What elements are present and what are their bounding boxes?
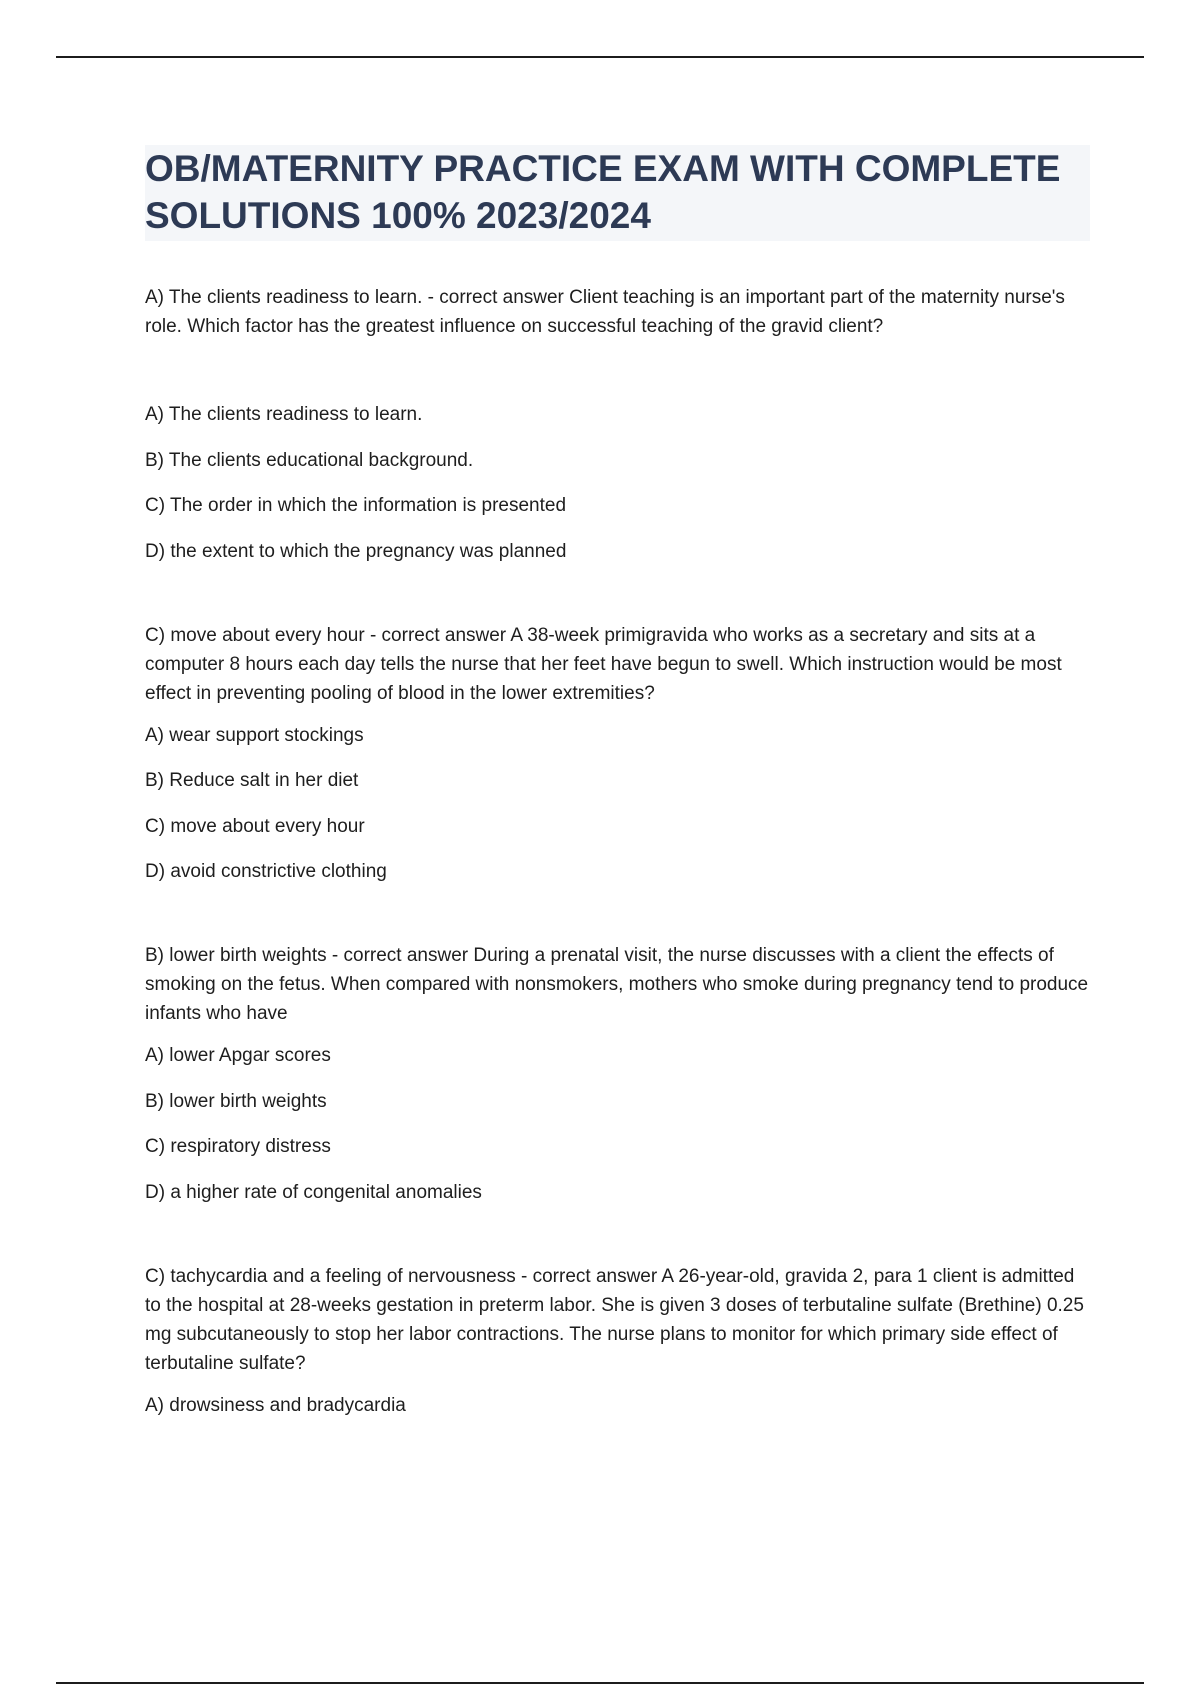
question-block-2 [145,621,1090,887]
question-text: C) move about every hour - correct answer A 38-week primigravida who works as a secretary and sits at a computer 8 hours each day tells the nurse that her feet have begun to swell. Which instruction would be most effect in preventing pooling of blood in the lower extremities? [145,624,1062,704]
question-text: C) tachycardia and a feeling of nervousness - correct answer A 26-year-old, gravida 2, para 1 client is admitted to the hospital at 28-weeks gestation in preterm labor. She is given 3 doses of terbutaline sulfate (Brethine) 0.25 mg subcutaneously to stop her labor contractions. The nurse plans to monitor for which primary side effect of terbutaline sulfate? [145,1265,1084,1374]
option-d: D) the extent to which the pregnancy was planned [145,540,567,562]
option-d: D) a higher rate of congenital anomalies [145,1181,482,1203]
option-a: A) wear support stockings [145,724,364,746]
document-body [145,283,1090,1420]
question-block-1 [145,283,1090,566]
option-d: D) avoid constrictive clothing [145,861,387,882]
option-c: C) The order in which the information is presented [145,495,567,516]
answer-options [145,721,1090,887]
option-a: A) drowsiness and bradycardia [145,1394,406,1416]
bottom-rule [56,1682,1144,1684]
option-b: B) lower birth weights [145,1090,327,1112]
question-text: A) The clients readiness to learn. - correct answer Client teaching is an important part of the maternity nurse's role. Which factor has the greatest influence on successful teaching of the gravid client? [145,287,1065,337]
question-block-4 [145,1262,1090,1420]
document-title: OB/MATERNITY PRACTICE EXAM WITH COMPLETE SOLUTIONS 100% 2023/2024 [145,148,1061,236]
option-b: B) Reduce salt in her diet [145,770,359,791]
question-text: B) lower birth weights - correct answer During a prenatal visit, the nurse discusses with a client the effects of smoking on the fetus. When compared with nonsmokers, mothers who smoke during pregnancy tend to produce infants who have [145,945,1089,1024]
answer-options [145,1041,1090,1207]
option-a: A) lower Apgar scores [145,1045,331,1066]
title-banner [145,145,1090,241]
option-c: C) respiratory distress [145,1136,331,1157]
option-c: C) move about every hour [145,815,365,837]
option-a: A) The clients readiness to learn. [145,404,423,425]
top-rule [56,56,1144,58]
answer-options [145,400,1090,566]
option-b: B) The clients educational background. [145,449,474,471]
answer-options [145,1391,1090,1420]
question-block-3 [145,941,1090,1207]
